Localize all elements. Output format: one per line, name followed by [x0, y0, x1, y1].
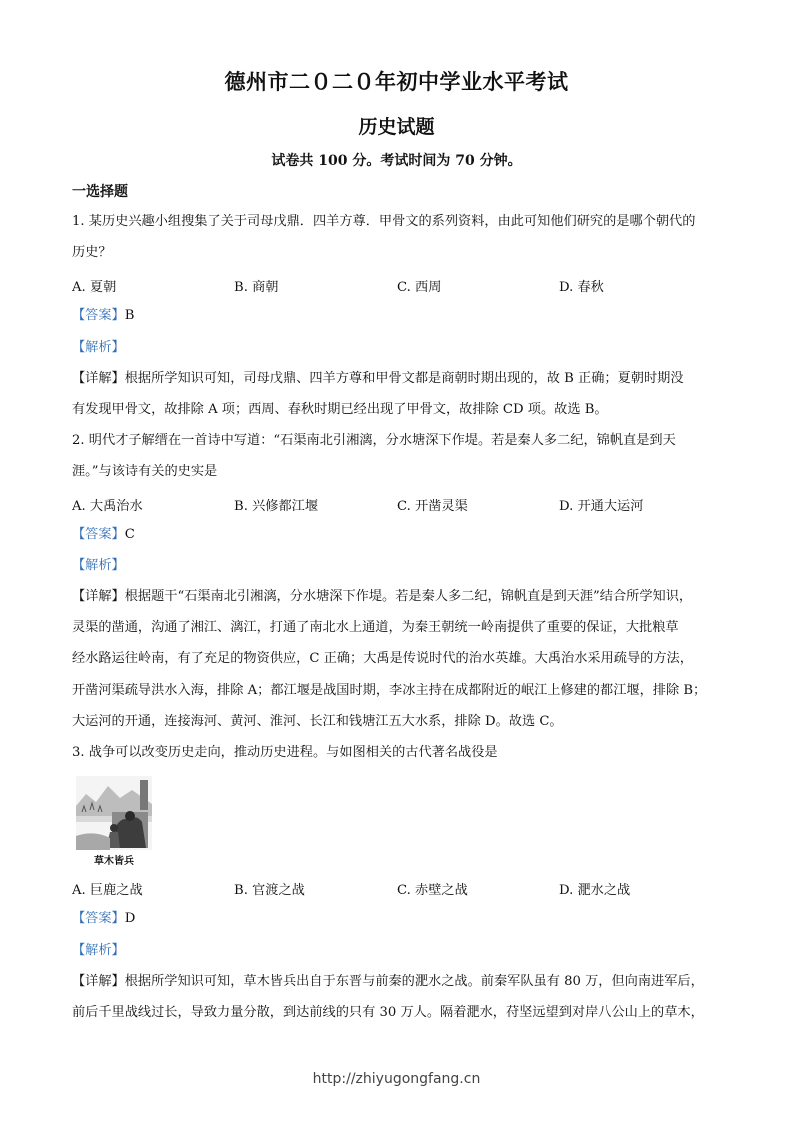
detail-tag: 【详解】	[72, 974, 125, 989]
q1-answer	[72, 307, 722, 325]
q3-option-b: B. 官渡之战	[234, 883, 305, 898]
q3-detail-line2: 前后千里战线过长，导致力量分散，到达前线的只有 30 万人。隔着淝水，苻坚远望到对岸八公山上的草木，	[72, 1005, 704, 1020]
q2-option-c: C. 开凿灵渠	[397, 499, 468, 514]
q2-detail-line1	[72, 588, 722, 606]
answer-tag: 【答案】	[72, 911, 125, 926]
q1-detail-line1	[72, 370, 722, 388]
q1-option-a: A. 夏朝	[72, 280, 117, 295]
answer-value: D	[124, 911, 136, 926]
footer-url[interactable]: http://zhiyugongfang.cn	[312, 1071, 481, 1087]
section-heading: 一选择题	[72, 184, 128, 200]
q2-stem-line2: 涯。”与该诗有关的史实是	[72, 464, 218, 479]
analysis-tag: 【解析】	[72, 558, 125, 573]
q1-option-b: B. 商朝	[234, 280, 279, 295]
q3-stem-line1: 3. 战争可以改变历史走向，推动历史进程。与如图相关的古代著名战役是	[72, 745, 498, 760]
exam-note: 试卷共 100 分。考试时间为 70 分钟。	[271, 153, 522, 169]
q3-option-a: A. 巨鹿之战	[72, 883, 143, 898]
detail-tag: 【详解】	[72, 371, 125, 386]
q2-option-a: A. 大禹治水	[72, 499, 143, 514]
analysis-tag: 【解析】	[72, 340, 125, 355]
q2-detail-line3: 经水路运往岭南，有了充足的物资供应，C 正确；大禹是传说时代的治水英雄。大禹治水采用疏导的方法，	[72, 651, 693, 666]
answer-tag: 【答案】	[72, 308, 125, 323]
detail-text: 根据所学知识可知，司母戊鼎、四羊方尊和甲骨文都是商朝时期出现的，故 B 正确；夏朝时期没	[124, 371, 684, 386]
q3-detail-line1	[72, 973, 722, 991]
q1-option-c: C. 西周	[397, 280, 442, 295]
q1-stem-line1: 1. 某历史兴趣小组搜集了关于司母戊鼎．四羊方尊．甲骨文的系列资料，由此可知他们研究的是哪个朝代的	[72, 214, 696, 229]
q1-detail-line2: 有发现甲骨文，故排除 A 项；西周、春秋时期已经出现了甲骨文，故排除 CD 项。故选 B。	[72, 402, 608, 417]
q2-analysis	[72, 557, 722, 575]
analysis-tag: 【解析】	[72, 943, 125, 958]
q3-analysis	[72, 942, 722, 960]
battle-illustration	[76, 776, 152, 850]
q2-answer	[72, 526, 722, 544]
q2-detail-line5: 大运河的开通，连接海河、黄河、淮河、长江和钱塘江五大水系，排除 D。故选 C。	[72, 714, 563, 729]
answer-tag: 【答案】	[72, 527, 125, 542]
exam-subtitle: 历史试题	[358, 116, 435, 138]
q2-detail-line2: 灵渠的凿通，沟通了湘江、漓江，打通了南北水上通道，为秦王朝统一岭南提供了重要的保证，大批粮草	[72, 620, 679, 635]
exam-title: 德州市二０二０年初中学业水平考试	[224, 69, 569, 94]
q2-option-d: D. 开通大运河	[559, 499, 644, 514]
q1-option-d: D. 春秋	[559, 280, 604, 295]
q3-option-c: C. 赤壁之战	[397, 883, 468, 898]
answer-value: C	[124, 527, 135, 542]
q2-option-b: B. 兴修都江堰	[234, 499, 319, 514]
answer-value: B	[124, 308, 135, 323]
detail-text: 根据所学知识可知，草木皆兵出自于东晋与前秦的淝水之战。前秦军队虽有 80 万，但向南进军后，	[124, 974, 704, 989]
q3-option-d: D. 淝水之战	[559, 883, 631, 898]
q1-stem-line2: 历史？	[72, 245, 112, 260]
q1-analysis	[72, 339, 722, 357]
q2-detail-line4: 开凿河渠疏导洪水入海，排除 A；都江堰是战国时期，李冰主持在成都附近的岷江上修建的都江堰，排除 B；	[72, 683, 707, 698]
q2-stem-line1: 2. 明代才子解缙在一首诗中写道：“石渠南北引湘漓，分水塘深下作堤。若是秦人多二纪，锦帆直是到天	[72, 433, 676, 448]
figure-caption: 草木皆兵	[94, 856, 134, 867]
detail-tag: 【详解】	[72, 589, 125, 604]
detail-text: 根据题干“石渠南北引湘漓，分水塘深下作堤。若是秦人多二纪，锦帆直是到天涯”结合所学知识，	[124, 589, 693, 604]
q3-answer	[72, 910, 722, 928]
